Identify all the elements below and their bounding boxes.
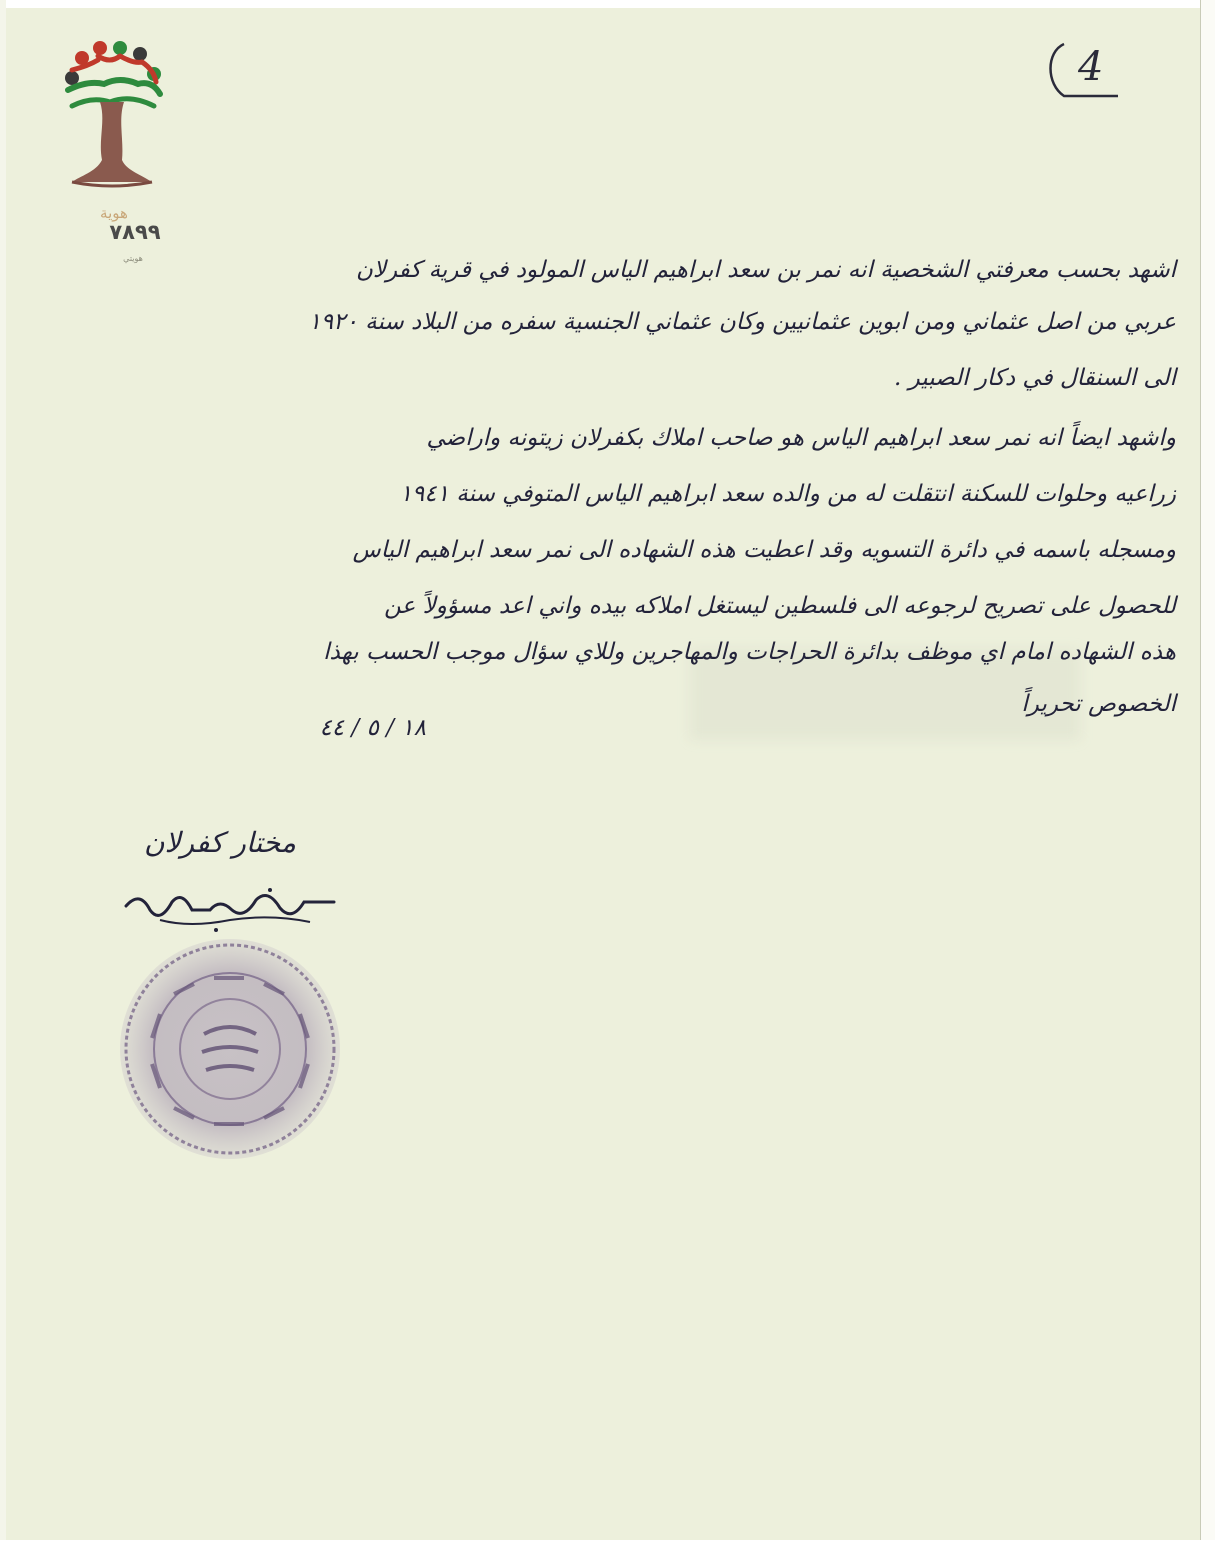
page-number: 4 — [1042, 40, 1122, 100]
tree-logo-icon — [58, 40, 168, 210]
scan-edge-right — [1200, 0, 1215, 1544]
letter-line: ومسجله باسمه في دائرة التسويه وقد اعطيت هذه الشهاده الى نمر سعد ابراهيم الياس — [352, 537, 1176, 563]
letter-date: ١٨ / ٥ / ٤٤ — [319, 715, 426, 741]
organization-logo — [58, 40, 168, 263]
letter-line: هذه الشهاده امام اي موظف بدائرة الحراجات والمهاجرين وللاي سؤال موجب الحسب بهذا — [323, 639, 1176, 665]
official-seal — [114, 934, 346, 1164]
signature-icon — [120, 880, 360, 940]
scan-edge-bottom — [0, 1540, 1215, 1544]
scan-edge-left — [0, 0, 6, 1544]
seal-stamp-icon — [114, 934, 346, 1164]
handwritten-signature — [120, 880, 360, 940]
letter-line: للحصول على تصريح لرجوعه الى فلسطين ليستغل املاكه بيده واني اعد مسؤولاً عن — [384, 593, 1176, 619]
letter-line: الخصوص تحريراً — [1021, 691, 1176, 717]
scan-edge-top — [0, 0, 1215, 8]
letter-line: واشهد ايضاً انه نمر سعد ابراهيم الياس هو صاحب املاك بكفرلان زيتونه واراضي — [426, 425, 1176, 451]
logo-number: ٧٨٩٩ — [109, 220, 161, 244]
letter-line: زراعيه وحلوات للسكنة انتقلت له من والده سعد ابراهيم الياس المتوفي سنة ١٩٤١ — [399, 481, 1176, 507]
signature-title: مختار كفرلان — [144, 826, 296, 859]
logo-brand-text: هوية — [100, 204, 128, 222]
logo-subtitle: هويتي — [123, 254, 143, 263]
letter-line: عربي من اصل عثماني ومن ابوين عثمانيين وكان عثماني الجنسية سفره من البلاد سنة ١٩٢٠ — [308, 309, 1176, 335]
letter-line: اشهد بحسب معرفتي الشخصية انه نمر بن سعد ابراهيم الياس المولود في قرية كفرلان — [355, 257, 1176, 283]
letter-line: الى السنقال في دكار الصبير . — [893, 365, 1176, 391]
